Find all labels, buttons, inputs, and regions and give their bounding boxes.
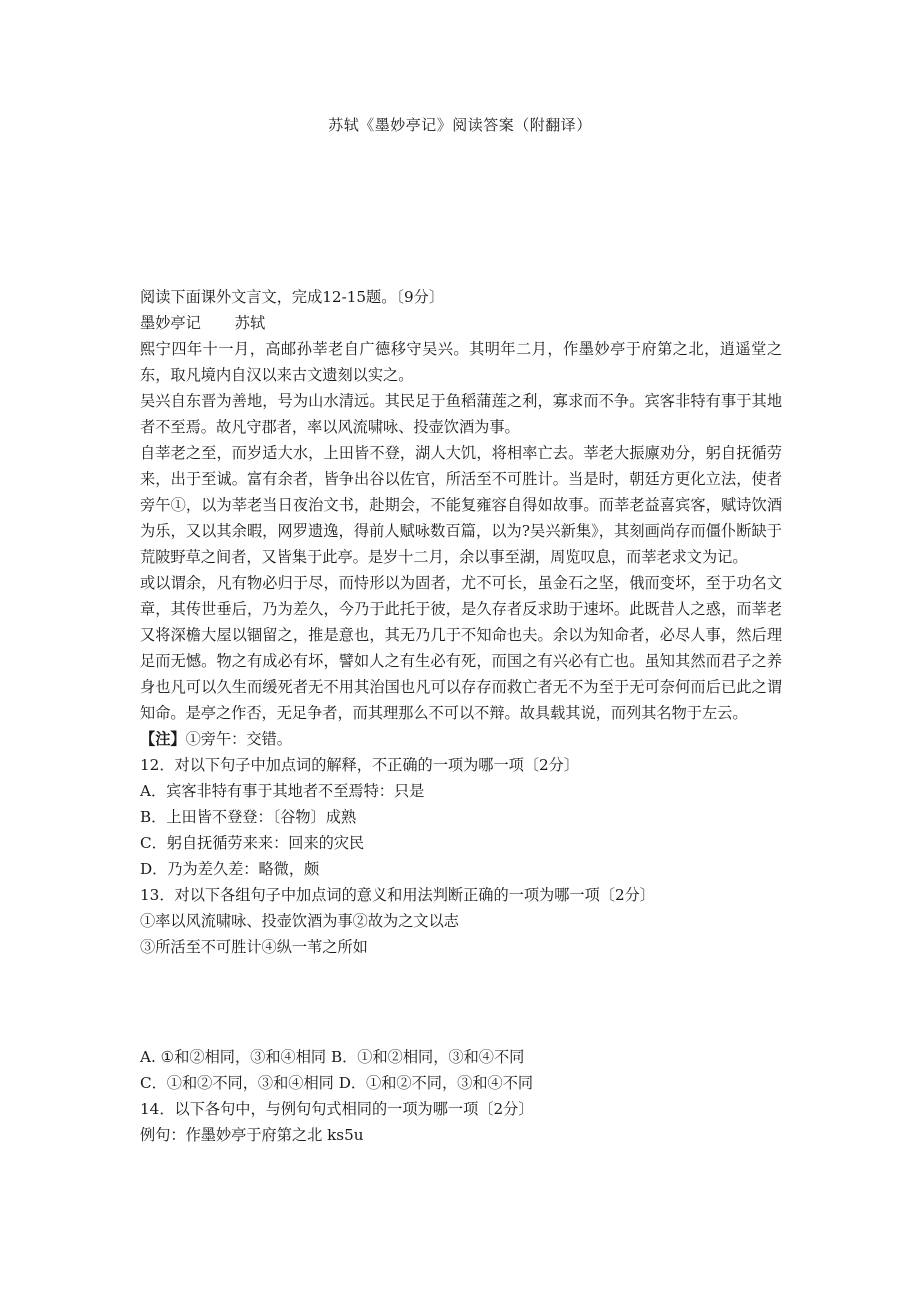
option-line: C．①和②不同，③和④相同 D．①和②不同，③和④不同 [140, 1074, 534, 1092]
instructions: 阅读下面课外文言文，完成12-15题。〔9分〕 [140, 288, 445, 306]
blank-gap [140, 960, 782, 1044]
question-line: 14．以下各句中，与例句句式相同的一项为哪一项〔2分〕 [140, 1100, 534, 1118]
document-title: 苏轼《墨妙亭记》阅读答案（附翻译） [328, 116, 592, 134]
sentence-pair: ③所活至不可胜计④纵一苇之所如 [140, 938, 368, 956]
question-line: 13．对以下各组句子中加点词的意义和用法判断正确的一项为哪一项〔2分〕 [140, 886, 655, 904]
note-label: 【注】 [140, 730, 186, 748]
work-title: 墨妙亭记 [140, 314, 201, 332]
paragraph: 吴兴自东晋为善地，号为山水清远。其民足于鱼稻蒲莲之利，寡求而不争。宾客非特有事于其地者不至焉。故凡守郡者，率以风流啸咏、投壶饮酒为事。 [140, 392, 782, 436]
work-heading [140, 310, 782, 336]
note [140, 726, 782, 752]
example-line: 例句：作墨妙亭于府第之北 ks5u [140, 1126, 364, 1144]
option-line: B．上田皆不登登：〔谷物〕成熟 [140, 808, 357, 826]
paragraph: 熙宁四年十一月，高邮孙莘老自广德移守吴兴。其明年二月，作墨妙亭于府第之北，逍遥堂之东，取凡境内自汉以来古文遗刻以实之。 [140, 340, 782, 384]
document-body [140, 284, 782, 1148]
option-line: D．乃为差久差：略微，颇 [140, 860, 320, 878]
option-line: A. ①和②相同，③和④相同 B．①和②相同，③和④不同 [140, 1048, 525, 1066]
question-line: 12．对以下句子中加点词的解释，不正确的一项为哪一项〔2分〕 [140, 756, 580, 774]
option-line: A．宾客非特有事于其地者不至焉特：只是 [140, 782, 425, 800]
sentence-pair: ①率以风流啸咏、投壶饮酒为事②故为之文以志 [140, 912, 459, 930]
work-author: 苏轼 [234, 314, 266, 332]
option-line: C．躬自抚循劳来来：回来的灾民 [140, 834, 365, 852]
paragraph: 或以谓余，凡有物必归于尽，而恃形以为固者，尤不可长，虽金石之坚，俄而变坏，至于功名文章，其传世垂后，乃为差久，今乃于此托于彼，是久存者反求助于速坏。此既昔人之惑，而莘老又将深檐大屋以锢留之，推是意也，其无乃几于不知命也夫。余以为知命者，必尽人事，然后理足而无憾。物之有成必有坏，譬如人之有生必有死，而国之有兴必有亡也。虽知其然而君子之养身也凡可以久生而缓死者无不用其治国也凡可以存存而救亡者无不为至于无可奈何而后已此之谓知命。是亭之作否，无足争者，而其理那么不可以不辩。故具载其说，而列其名物于左云。 [140, 574, 782, 722]
note-text: ①旁午：交错。 [185, 730, 292, 748]
paragraph: 自莘老之至，而岁适大水，上田皆不登，湖人大饥，将相率亡去。莘老大振廪劝分，躬自抚循劳来，出于至诚。富有余者，皆争出谷以佐官，所活至不可胜计。当是时，朝廷方更化立法，使者旁午①，以为莘老当日夜治文书，赴期会，不能复雍容自得如故事。而莘老益喜宾客，赋诗饮酒为乐，又以其余暇，网罗遗逸，得前人赋咏数百篇，以为?吴兴新集》，其刻画尚存而僵仆断缺于荒陂野草之间者，又皆集于此亭。是岁十二月，余以事至湖，周览叹息，而莘老求文为记。 [140, 444, 782, 566]
